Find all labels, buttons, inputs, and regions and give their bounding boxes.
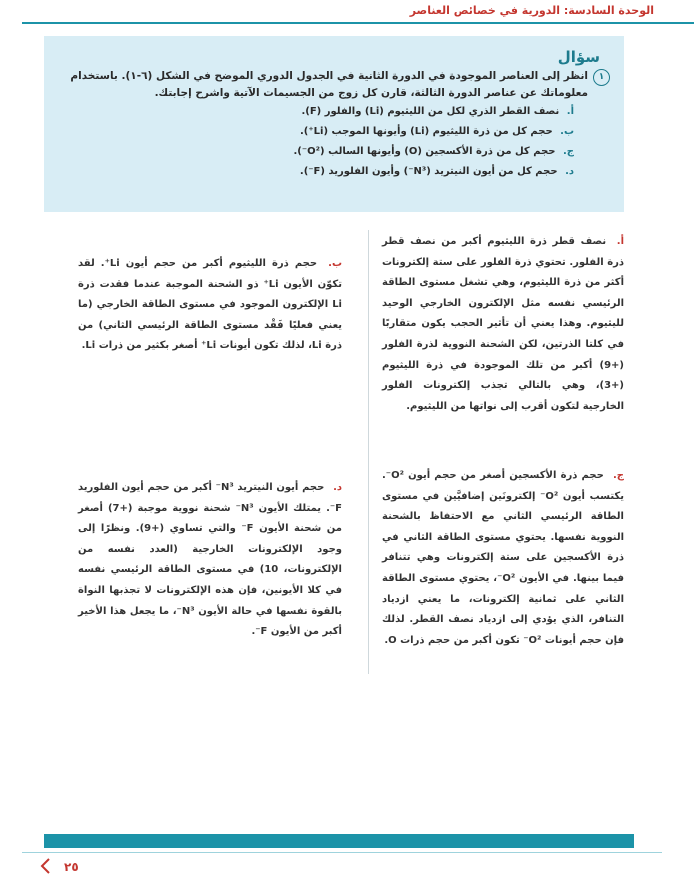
answer-b	[78, 254, 342, 357]
question-item-text: حجم كل من أيون النيتريد (N³⁻) وأيون الفلوريد (F⁻).	[299, 166, 558, 177]
question-item-text: حجم كل من ذرة الأكسجين (O) وأيونها السالب (O²⁻).	[293, 146, 556, 157]
answer-c	[382, 466, 624, 651]
question-item-d	[58, 162, 610, 182]
answer-text: حجم ذرة الأكسجين أصغر من حجم أيون O²⁻. يكتسب أيون O²⁻ إلكترونَين إضافيَّين في مستوى الطاقة الرئيسي الثاني مع الاحتفاظ بالشحنة النووية نفسها. يحتوي مستوى الطاقة الثاني في ذرة الأكسجين على ستة إلكترونات وهي تتنافر فيما بينها. في الأيون O²⁻، يحتوي مستوى الطاقة الثاني على ثمانية إلكترونات، ما يعني ازدياد التنافر، الذي يؤدي إلى ازدياد نصف القطر. لذلك فإن حجم أيونات O²⁻ تكون أكبر من حجم ذرات O.	[382, 470, 624, 646]
answer-letter: ج.	[612, 470, 624, 481]
question-item-text: حجم كل من ذرة الليثيوم (Li) وأيونها الموجب (Li⁺).	[299, 126, 553, 137]
answer-text: نصف قطر ذرة الليثيوم أكبر من نصف قطر ذرة الفلور. تحتوي ذرة الفلور على ستة إلكترونات أكثر من ذرة الليثيوم، وهي تشغل مستوى الطاقة الرئيسي نفسه مثل الإلكترون الخارجي الوحيد لليثيوم. وهذا يعني أن تأثير الحجب يكون متقاربًا في كلتا الذرتين، لكن الشحنة النووية لذرة الفلور (+9) أكبر من تلك الموجودة في ذرة الليثيوم (+3)، وهي بالتالي تجذب إلكترونات الفلور الخارجية لتكون أقرب إلى نواتها من الليثيوم.	[382, 236, 624, 412]
answer-text: حجم ذرة الليثيوم أكبر من حجم أيون Li⁺. لقد تكوّن الأيون Li⁺ ذو الشحنة الموجبة عندما فقدت ذرة Li الإلكترون الموجود في مستوى الطاقة الخارجي (ما يعني فعليًا فَقْد مستوى الطاقة الرئيسي الثاني) من ذرة Li، لذلك تكون أيونات Li⁺ أصغر بكثير من ذرات Li.	[78, 258, 343, 352]
question-item-c	[58, 142, 610, 162]
unit-header-title: الوحدة السادسة: الدورية في خصائص العناصر	[409, 4, 654, 17]
question-item-a	[58, 102, 610, 122]
header-divider	[22, 22, 694, 24]
footer-bar	[44, 834, 634, 848]
answer-letter: أ.	[616, 236, 625, 247]
question-box	[44, 36, 624, 212]
question-number-badge: ١	[593, 69, 610, 86]
page-number: ٢٥	[64, 860, 79, 874]
question-item-b	[58, 122, 610, 142]
answer-text: حجم أيون النيتريد N³⁻ أكبر من حجم أيون الفلوريد F⁻. يمتلك الأيون N³⁻ شحنة نووية موجبة (+7) أصغر من شحنة الأيون F⁻ والتي تساوي (+9). ونظرًا إلى وجود الإلكترونات الخارجية (العدد نفسه من الإلكترونات، 10) في مستوى الطاقة الرئيسي نفسه في كلا الأيونين، فإن هذه الإلكترونات لا تجذبها النواة بالقوة نفسها في حالة الأيون N³⁻، ما يجعل هذا الأخير أكبر من الأيون F⁻.	[78, 482, 342, 638]
answer-letter: ب.	[328, 258, 342, 269]
question-item-letter: د.	[565, 166, 574, 177]
question-item-letter: أ.	[566, 106, 574, 117]
answer-a	[382, 232, 624, 417]
question-intro-text: انظر إلى العناصر الموجودة في الدورة الثانية في الجدول الدوري الموضح في الشكل (٦-١). باستخدام معلوماتك عن عناصر الدورة الثالثة، قارن كل زوج من الجسيمات الآتية واشرح إجابتك.	[70, 70, 588, 99]
question-title: سؤال	[557, 48, 600, 66]
question-intro-block	[58, 68, 610, 102]
column-divider	[368, 230, 369, 674]
question-item-letter: ب.	[560, 126, 574, 137]
answer-letter: د.	[333, 482, 342, 493]
question-item-letter: ج.	[562, 146, 574, 157]
question-item-text: نصف القطر الذري لكل من الليثيوم (Li) والفلور (F).	[301, 106, 560, 117]
answer-d	[78, 478, 342, 643]
footer-rule	[22, 852, 662, 853]
chevron-left-icon[interactable]	[38, 857, 54, 875]
